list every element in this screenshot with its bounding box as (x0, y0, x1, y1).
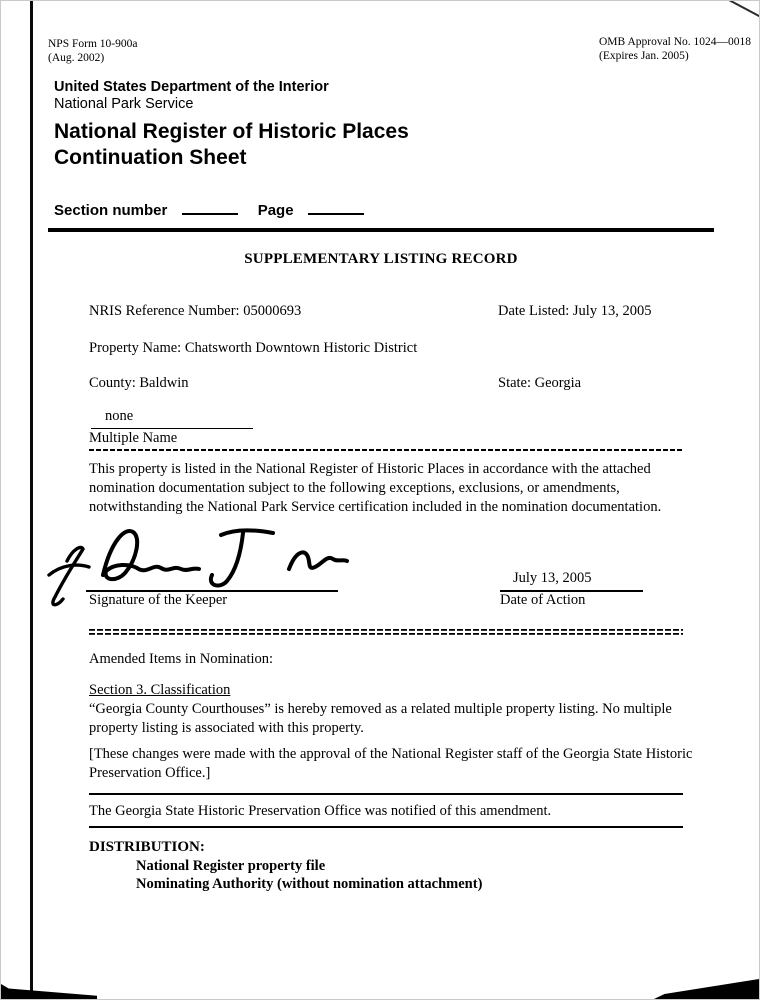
signature-label: Signature of the Keeper (89, 592, 228, 608)
multiple-name-label: Multiple Name (89, 430, 178, 446)
separator-line-lower (89, 826, 683, 828)
amendment-section-body: “Georgia County Courthouses” is hereby removed as a related multiple property listing. No multiple property listing is associated with this property. (89, 701, 672, 736)
section-number-blank (182, 200, 238, 215)
distribution-item: National Register property file (136, 858, 326, 874)
section-page-row (54, 200, 380, 219)
separator-line-upper (89, 793, 683, 795)
agency-name: National Park Service (54, 96, 194, 112)
document-title-line1: National Register of Historic Places (54, 120, 409, 143)
state: State: Georgia (498, 375, 582, 391)
section-number-label: Section number (54, 202, 168, 219)
department-name: United States Department of the Interior (54, 79, 329, 95)
date-of-action-value: July 13, 2005 (513, 570, 592, 586)
scan-artifact-top-right (723, 0, 760, 20)
form-number-block (48, 37, 137, 65)
property-name: Property Name: Chatsworth Downtown Historic District (89, 340, 418, 356)
document-title (54, 119, 409, 171)
distribution-heading: DISTRIBUTION: (89, 839, 205, 855)
header-rule (48, 228, 714, 232)
certification-paragraph: This property is listed in the National Register of Historic Places in accordance with the attached nomination documentation subject to the following exceptions, exclusions, or amendments, notwithstanding the National Park Service certification included in the nomination documentation. (89, 461, 662, 515)
double-dashed-separator (89, 629, 683, 635)
dashed-separator (89, 449, 683, 451)
amended-items-heading: Amended Items in Nomination: (89, 651, 274, 667)
scan-artifact-left-edge (30, 1, 33, 991)
omb-expires: (Expires Jan. 2005) (599, 50, 689, 62)
amendment-section-title: Section 3. Classification (89, 682, 231, 698)
document-title-line2: Continuation Sheet (54, 146, 247, 169)
property-name-row (89, 340, 685, 357)
approval-note: [These changes were made with the approval of the National Register staff of the Georgia State Historic Preservation Office.] (89, 746, 693, 781)
nris-date-row (89, 303, 685, 320)
scan-artifact-bottom-left (1, 984, 97, 999)
page-blank (308, 200, 364, 215)
multiple-name-value: none (91, 408, 253, 429)
date-listed: Date Listed: July 13, 2005 (498, 303, 652, 319)
shpo-notification: The Georgia State Historic Preservation Office was notified of this amendment. (89, 803, 552, 819)
nris-reference-number: NRIS Reference Number: 05000693 (89, 303, 302, 319)
county: County: Baldwin (89, 375, 189, 391)
form-number: NPS Form 10-900a (48, 38, 138, 50)
county-state-row (89, 375, 685, 392)
omb-approval: OMB Approval No. 1024—0018 (599, 36, 752, 48)
supplementary-listing-heading: SUPPLEMENTARY LISTING RECORD (244, 251, 518, 267)
scan-artifact-bottom-right (654, 979, 759, 999)
form-revision: (Aug. 2002) (48, 52, 105, 64)
omb-block (599, 35, 751, 63)
distribution-item: Nominating Authority (without nomination attachment) (136, 876, 483, 892)
date-of-action-label: Date of Action (500, 592, 586, 608)
page-label: Page (257, 202, 294, 219)
